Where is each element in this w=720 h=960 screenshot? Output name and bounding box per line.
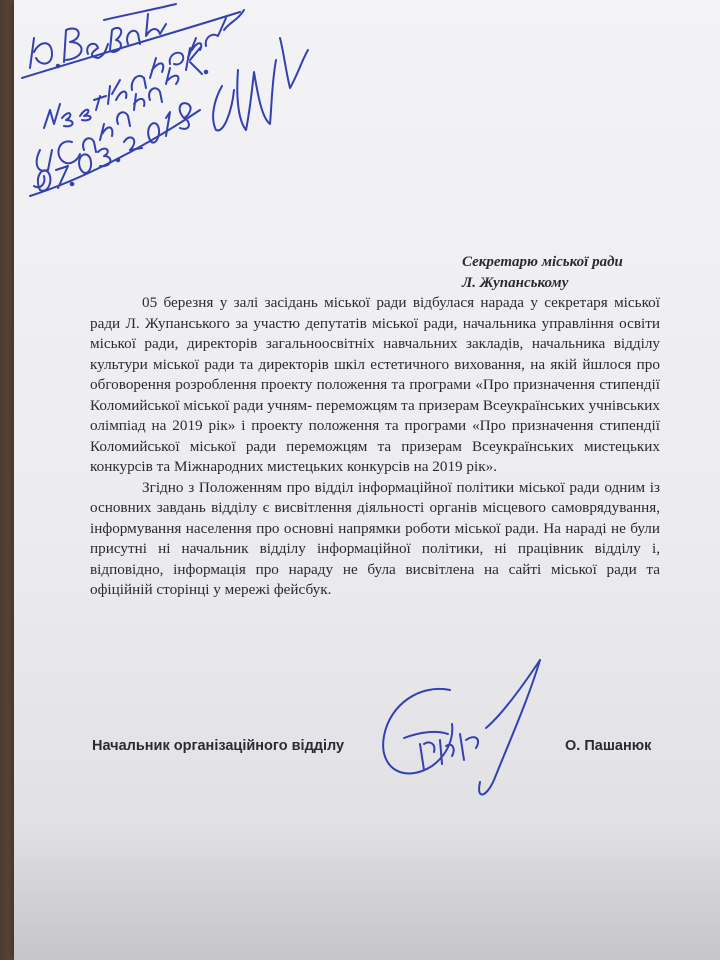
resolution-note-line3 bbox=[34, 48, 207, 187]
resolution-note-line1 bbox=[22, 4, 240, 78]
memo-paragraph-1: 05 березня у залі засідань міської ради відбулася нарада у секретаря міської ради Л. Жупанського за участю депутатів міської ради, начальника управління освіти міської ради, директорів загальноосвітніх навчальних закладів, начальника відділу культури міської ради та директорів шкіл естетичного виховання, на якій йшлося про обговорення розроблення проекту положення та програми «Про призначення стипендії Коломийської міської ради учням- переможцям та призерам Всеукраїнських учнівських олімпіад на 2019 рік» і проекту положення та програми «Про призначення стипендії Коломийської міської ради переможцям та призерам Всеукраїнських мистецьких конкурсів та Міжнародних мистецьких конкурсів на 2019 рік». bbox=[90, 294, 660, 475]
signer-signature bbox=[383, 660, 540, 795]
resolution-signature bbox=[213, 38, 308, 130]
addressee-block bbox=[462, 252, 712, 294]
addressee-position: Секретарю міської ради bbox=[462, 254, 623, 270]
addressee-name: Л. Жупанському bbox=[462, 275, 569, 291]
signer-name: О. Пашанюк bbox=[565, 738, 652, 754]
memo-paragraph-2: Згідно з Положенням про відділ інформаційної політики міської ради одним із основних завдань відділу є висвітлення діяльності органів місцевого самоврядування, інформування населення про основні напрямки роботи міської ради. На нараді не були присутні ні начальник відділу інформаційної політики, ні працівник відділу і, відповідно, інформація про нараду не була висвітлена на сайті міської ради та офіційній сторінці у мережі фейсбук. bbox=[90, 478, 660, 598]
memo-body bbox=[90, 293, 660, 601]
signer-position: Начальник організаційного відділу bbox=[92, 738, 345, 754]
